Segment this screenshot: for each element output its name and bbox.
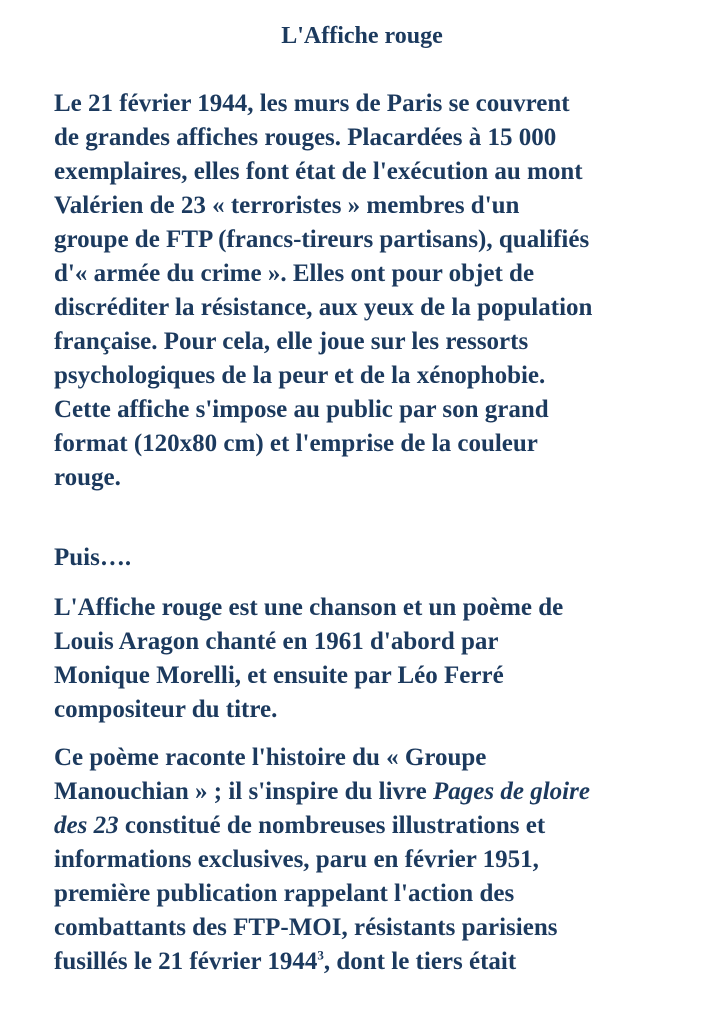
text-segment: , dont le tiers était bbox=[323, 948, 517, 975]
text-line: Cette affiche s'impose au public par son grand bbox=[54, 396, 549, 423]
text-segment: Manouchian » ; il s'inspire du livre bbox=[54, 778, 434, 805]
text-line: de grandes affiches rouges. Placardées à 15 000 bbox=[54, 124, 557, 151]
paragraph-chanson bbox=[54, 591, 694, 727]
text-line: exemplaires, elles font état de l'exécution au mont bbox=[54, 158, 583, 185]
text-line: psychologiques de la peur et de la xénophobie. bbox=[54, 362, 546, 389]
paragraph-puis: Puis…. bbox=[54, 544, 132, 571]
text-line: discréditer la résistance, aux yeux de la population bbox=[54, 294, 593, 321]
text-line: groupe de FTP (francs-tireurs partisans), qualifiés bbox=[54, 226, 590, 253]
text-line: française. Pour cela, elle joue sur les ressorts bbox=[54, 328, 529, 355]
text-line: rouge. bbox=[54, 464, 121, 491]
text-segment: constitué de nombreuses illustrations et bbox=[118, 812, 546, 839]
text-line: Louis Aragon chanté en 1961 d'abord par bbox=[54, 628, 499, 655]
text-line: informations exclusives, paru en février 1951, bbox=[54, 846, 539, 873]
book-title-italic: des 23 bbox=[54, 812, 119, 839]
text-line: L'Affiche rouge est une chanson et un poème de bbox=[54, 594, 564, 621]
text-line: d'« armée du crime ». Elles ont pour objet de bbox=[54, 260, 535, 287]
paragraph-poeme bbox=[54, 741, 694, 979]
text-line: Valérien de 23 « terroristes » membres d'un bbox=[54, 192, 520, 219]
page-title: L'Affiche rouge bbox=[281, 23, 443, 49]
book-title-italic: Pages de gloire bbox=[433, 778, 590, 805]
text-line: compositeur du titre. bbox=[54, 696, 278, 723]
paragraph-affiche-description bbox=[54, 87, 694, 495]
text-line: combattants des FTP-MOI, résistants parisiens bbox=[54, 914, 558, 941]
text-line: Le 21 février 1944, les murs de Paris se couvrent bbox=[54, 90, 570, 117]
text-line: format (120x80 cm) et l'emprise de la couleur bbox=[54, 430, 538, 457]
text-segment: fusillés le 21 février 1944 bbox=[54, 948, 318, 975]
text-line bbox=[54, 775, 694, 809]
footnote-marker[interactable]: 3 bbox=[317, 947, 324, 963]
text-line: Ce poème raconte l'histoire du « Groupe bbox=[54, 744, 487, 771]
text-line: première publication rappelant l'action des bbox=[54, 880, 515, 907]
text-line bbox=[54, 945, 694, 979]
text-line bbox=[54, 809, 694, 843]
text-line: Monique Morelli, et ensuite par Léo Ferré bbox=[54, 662, 504, 689]
